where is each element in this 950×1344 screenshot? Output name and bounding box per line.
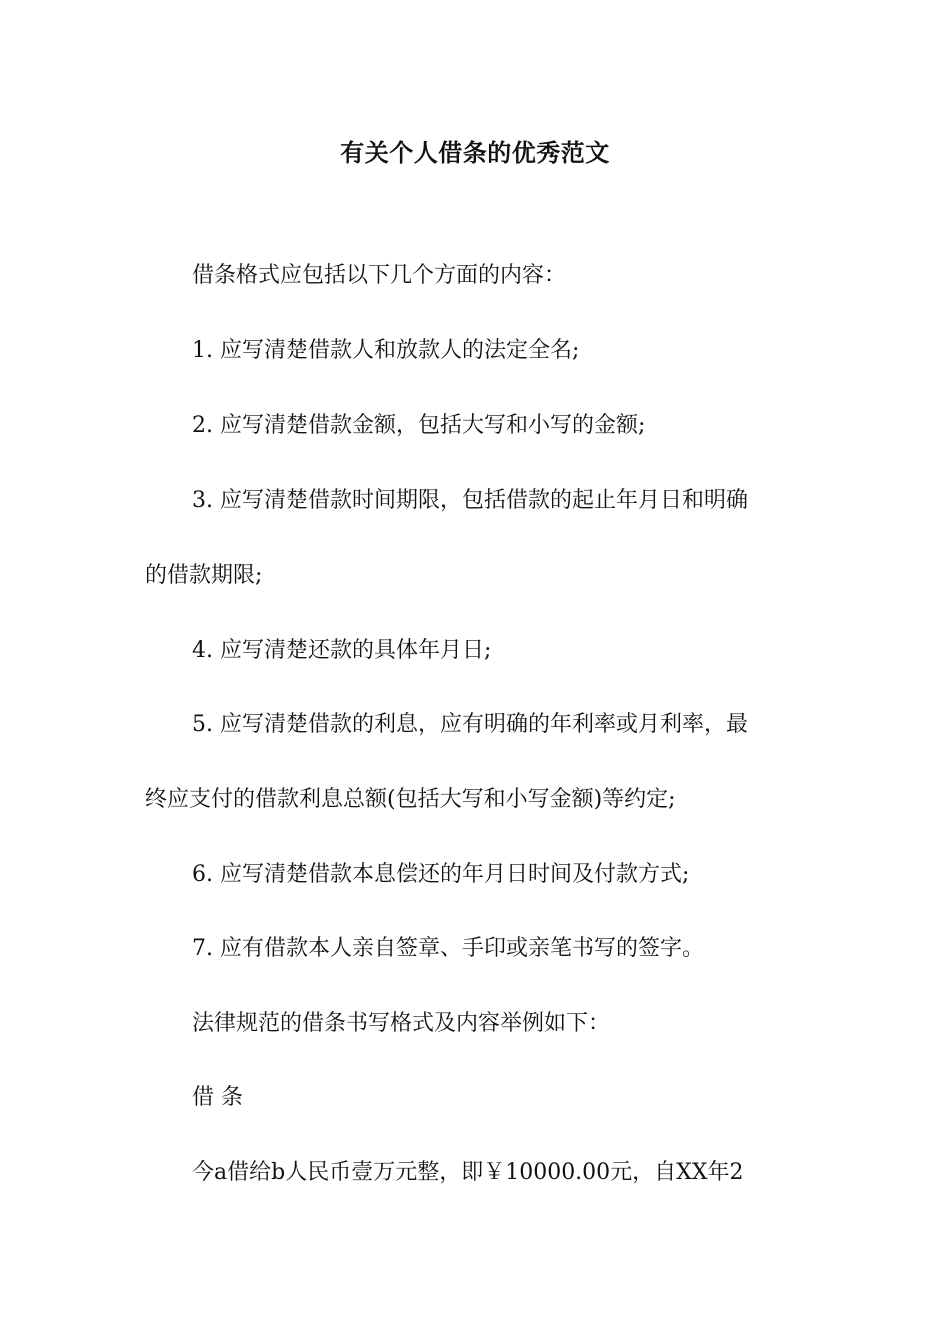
list-item-5-continuation: 终应支付的借款利息总额(包括大写和小写金额)等约定; — [145, 787, 676, 812]
example-heading: 借 条 — [192, 1085, 243, 1110]
paragraph-example-intro: 法律规范的借条书写格式及内容举例如下： — [192, 1011, 611, 1036]
list-item-4: 4. 应写清楚还款的具体年月日; — [192, 638, 492, 663]
paragraph-intro: 借条格式应包括以下几个方面的内容： — [192, 263, 567, 288]
list-item-3-continuation: 的借款期限; — [145, 563, 263, 588]
document-title: 有关个人借条的优秀范文 — [340, 139, 610, 167]
list-item-2: 2. 应写清楚借款金额，包括大写和小写的金额; — [192, 413, 646, 438]
list-item-7: 7. 应有借款本人亲自签章、手印或亲笔书写的签字。 — [192, 936, 704, 961]
list-item-6: 6. 应写清楚借款本息偿还的年月日时间及付款方式; — [192, 862, 690, 887]
list-item-5: 5. 应写清楚借款的利息，应有明确的年利率或月利率，最 — [192, 712, 748, 737]
example-body-line: 今a借给b人民币壹万元整，即￥10000.00元，自XX年2 — [192, 1160, 744, 1185]
list-item-3: 3. 应写清楚借款时间期限，包括借款的起止年月日和明确 — [192, 488, 748, 513]
list-item-1: 1. 应写清楚借款人和放款人的法定全名; — [192, 338, 580, 363]
